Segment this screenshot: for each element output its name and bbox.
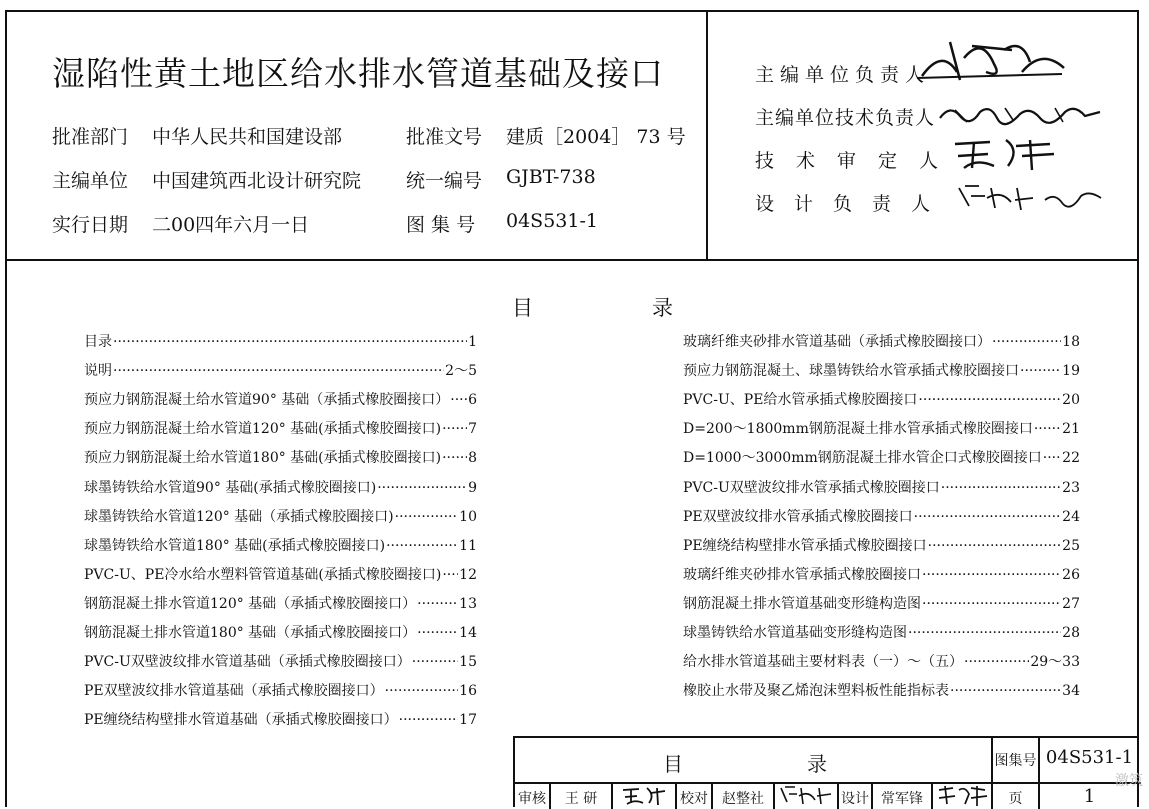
toc-leader-dots: [442, 567, 458, 583]
toc-entry-page: 17: [459, 712, 477, 729]
toc-entry: [683, 477, 1080, 497]
toc-leader-dots: [113, 334, 467, 350]
tb-atlas-label: 图集号: [994, 753, 1037, 769]
toc-leader-dots: [941, 480, 1061, 496]
toc-entry-page: 19: [1062, 363, 1080, 380]
toc-entry: [683, 447, 1080, 467]
toc-entry-label: PE缠绕结构壁排水管承插式橡胶圈接口: [683, 537, 927, 554]
toc-leader-dots: [417, 625, 458, 641]
toc-leader-dots: [113, 363, 444, 379]
toc-entry-page: 18: [1062, 334, 1080, 350]
header-divider: [5, 259, 1139, 261]
toc-entry-page: 27: [1062, 595, 1080, 612]
toc-leader-dots: [1034, 421, 1061, 437]
toc-entry-label: 球墨铸铁给水管道90° 基础(承插式橡胶圈接口): [84, 479, 377, 496]
toc-entry-label: 预应力钢筋混凝土给水管道180° 基础(承插式橡胶圈接口): [84, 450, 442, 467]
toc-entry: [84, 622, 477, 642]
tb-divider: [931, 782, 933, 809]
toc-entry-page: 24: [1062, 508, 1080, 525]
toc-entry: [84, 593, 477, 613]
toc-entry-page: 25: [1062, 537, 1080, 554]
toc-entry-label: PVC-U、PE冷水给水塑料管管道基础(承插式橡胶圈接口): [84, 566, 442, 583]
handwritten-signature: [935, 98, 1105, 128]
toc-leader-dots: [417, 596, 458, 612]
toc-entry-page: 15: [459, 654, 477, 671]
handwritten-signature: [912, 28, 1072, 88]
toc-entry: [84, 564, 477, 584]
toc-entry-label: 钢筋混凝土排水管道180° 基础（承插式橡胶圈接口）: [84, 625, 417, 641]
toc-entry-page: 2～5: [445, 363, 477, 380]
toc-leader-dots: [992, 334, 1061, 350]
atlas-no-label: 图 集 号: [406, 214, 476, 236]
toc-entry-label: 球墨铸铁给水管道基础变形缝构造图: [683, 625, 907, 641]
toc-entry: [84, 680, 477, 700]
tb-name-left: 目: [663, 752, 683, 776]
toc-entry-page: 7: [468, 421, 477, 438]
toc-entry-page: 13: [459, 595, 477, 612]
signatory-role: 设计负责人: [755, 193, 951, 215]
toc-entry-page: 9: [468, 479, 477, 496]
tb-review-label: 审核: [518, 791, 546, 807]
toc-leader-dots: [450, 392, 467, 408]
toc-leader-dots: [412, 654, 458, 670]
toc-entry-label: 球墨铸铁给水管道180° 基础(承插式橡胶圈接口): [84, 537, 386, 554]
toc-entry: [683, 331, 1080, 351]
handwritten-signature: [777, 784, 835, 808]
toc-entry-label: PVC-U双壁波纹排水管道基础（承插式橡胶圈接口）: [84, 654, 411, 671]
toc-leader-dots: [395, 509, 459, 525]
toc-entry-label: 预应力钢筋混凝土给水管道120° 基础(承插式橡胶圈接口): [84, 421, 442, 438]
watermark-text: 激筑: [1115, 773, 1143, 789]
toc-entry-label: 玻璃纤维夹砂排水管道基础（承插式橡胶圈接口）: [683, 334, 991, 350]
toc-leader-dots: [950, 683, 1061, 699]
toc-entry-page: 10: [459, 508, 477, 525]
toc-entry-label: 玻璃纤维夹砂排水管承插式橡胶圈接口: [683, 566, 921, 583]
approval-no-label: 批准文号: [406, 126, 483, 148]
toc-entry: [84, 651, 477, 671]
toc-entry-page: 1: [468, 334, 477, 350]
toc-entry-page: 11: [459, 537, 477, 554]
chief-unit-label: 主编单位: [52, 170, 129, 192]
toc-entry-page: 22: [1062, 450, 1080, 467]
toc-entry-page: 29～33: [1030, 654, 1080, 671]
tb-atlas-no: 04S531-1: [1045, 747, 1134, 768]
signatory-role: 主编单位技术负责人: [755, 107, 936, 129]
tb-review-name: 王 研: [564, 791, 598, 807]
signatory-role: 主编单位负责人: [755, 64, 931, 86]
toc-entry: [84, 477, 477, 497]
toc-entry-label: 钢筋混凝土排水管道120° 基础（承插式橡胶圈接口）: [84, 595, 417, 612]
toc-entry: [84, 506, 477, 526]
handwritten-signature: [955, 182, 1105, 214]
toc-leader-dots: [385, 683, 459, 699]
unified-no-value: GJBT-738: [506, 166, 596, 188]
toc-entry: [683, 564, 1080, 584]
toc-entry: [84, 331, 477, 351]
toc-entry-label: PE双壁波纹排水管道基础（承插式橡胶圈接口）: [84, 683, 384, 700]
toc-entry-page: 23: [1062, 479, 1080, 496]
toc-entry: [683, 360, 1080, 380]
toc-entry-page: 16: [459, 683, 477, 700]
toc-heading-left: 目: [512, 296, 533, 320]
toc-leader-dots: [964, 654, 1029, 670]
toc-entry-label: PVC-U双壁波纹排水管承插式橡胶圈接口: [683, 479, 940, 496]
toc-entry-label: D=1000～3000mm钢筋混凝土排水管企口式橡胶圈接口: [683, 450, 1042, 467]
toc-entry-label: 预应力钢筋混凝土给水管道90° 基础（承插式橡胶圈接口）: [84, 392, 450, 409]
signatory-role: 技术审定人: [755, 150, 961, 172]
handwritten-signature: [619, 785, 669, 807]
toc-entry-label: PVC-U、PE给水管承插式橡胶圈接口: [683, 392, 918, 409]
toc-entry-label: 橡胶止水带及聚乙烯泡沫塑料板性能指标表: [683, 683, 949, 700]
toc-leader-dots: [377, 480, 467, 496]
toc-leader-dots: [918, 392, 1061, 408]
toc-entry: [683, 418, 1080, 438]
toc-leader-dots: [442, 450, 467, 466]
toc-entry-label: 钢筋混凝土排水管道基础变形缝构造图: [683, 595, 921, 612]
toc-entry-page: 26: [1062, 566, 1080, 583]
toc-entry-page: 28: [1062, 625, 1080, 641]
tb-check-name: 赵整社: [722, 791, 764, 807]
toc-entry: [84, 360, 477, 380]
toc-leader-dots: [386, 538, 458, 554]
toc-leader-dots: [908, 625, 1061, 641]
atlas-title: 湿陷性黄土地区给水排水管道基础及接口: [52, 54, 664, 93]
toc-entry-label: PE双壁波纹排水管承插式橡胶圈接口: [683, 508, 913, 525]
toc-leader-dots: [1043, 450, 1061, 466]
atlas-no-value: 04S531-1: [506, 210, 598, 232]
toc-leader-dots: [914, 509, 1062, 525]
toc-entry-page: 6: [468, 392, 477, 409]
chief-unit-value: 中国建筑西北设计研究院: [152, 170, 362, 192]
tb-check-label: 校对: [680, 791, 708, 807]
unified-no-label: 统一编号: [406, 170, 483, 192]
toc-entry-page: 14: [459, 625, 477, 641]
handwritten-signature: [935, 784, 989, 808]
toc-entry-page: 12: [459, 566, 477, 583]
effective-date-value: 二00四年六月一日: [152, 214, 310, 236]
toc-entry: [683, 651, 1080, 671]
tb-design-name: 常军锋: [881, 791, 923, 807]
approval-no-value: 建质［2004］ 73 号: [506, 126, 686, 148]
toc-entry-page: 8: [468, 450, 477, 467]
effective-date-label: 实行日期: [52, 214, 129, 236]
toc-entry: [84, 447, 477, 467]
tb-divider: [773, 782, 775, 809]
toc-entry: [683, 506, 1080, 526]
toc-entry: [683, 535, 1080, 555]
handwritten-signature: [950, 136, 1060, 174]
title-block: [513, 736, 1139, 807]
tb-page-label: 页: [1008, 791, 1023, 807]
toc-entry-label: 目录: [84, 334, 112, 350]
toc-leader-dots: [1020, 363, 1061, 379]
toc-entry-label: PE缠绕结构壁排水管道基础（承插式橡胶圈接口）: [84, 712, 398, 729]
toc-entry-page: 34: [1062, 683, 1080, 700]
toc-entry-label: 预应力钢筋混凝土、球墨铸铁给水管承插式橡胶圈接口: [683, 363, 1019, 380]
toc-entry: [84, 535, 477, 555]
toc-entry-label: 球墨铸铁给水管道120° 基础（承插式橡胶圈接口): [84, 508, 394, 525]
toc-entry: [683, 389, 1080, 409]
toc-entry: [683, 593, 1080, 613]
tb-name-right: 录: [807, 752, 827, 776]
toc-entry-label: D=200～1800mm钢筋混凝土排水管承插式橡胶圈接口: [683, 421, 1033, 438]
toc-leader-dots: [922, 596, 1061, 612]
toc-entry: [84, 418, 477, 438]
tb-page-no: 1: [1083, 786, 1096, 807]
signature-panel-divider: [706, 10, 708, 260]
toc-entry-page: 20: [1062, 392, 1080, 409]
toc-heading-right: 录: [652, 296, 673, 320]
toc-leader-dots: [399, 712, 459, 728]
toc-entry-page: 21: [1062, 421, 1080, 438]
toc-entry-label: 说明: [84, 363, 112, 380]
approval-dept-label: 批准部门: [52, 126, 129, 148]
tb-divider: [611, 782, 613, 809]
toc-entry-label: 给水排水管道基础主要材料表（一）～（五）: [683, 654, 963, 671]
toc-leader-dots: [442, 421, 467, 437]
toc-entry: [683, 680, 1080, 700]
toc-entry: [84, 709, 477, 729]
approval-dept-value: 中华人民共和国建设部: [152, 126, 343, 148]
toc-leader-dots: [928, 538, 1062, 554]
toc-entry: [683, 622, 1080, 642]
tb-design-label: 设计: [841, 791, 869, 807]
toc-leader-dots: [922, 567, 1061, 583]
toc-entry: [84, 389, 477, 409]
